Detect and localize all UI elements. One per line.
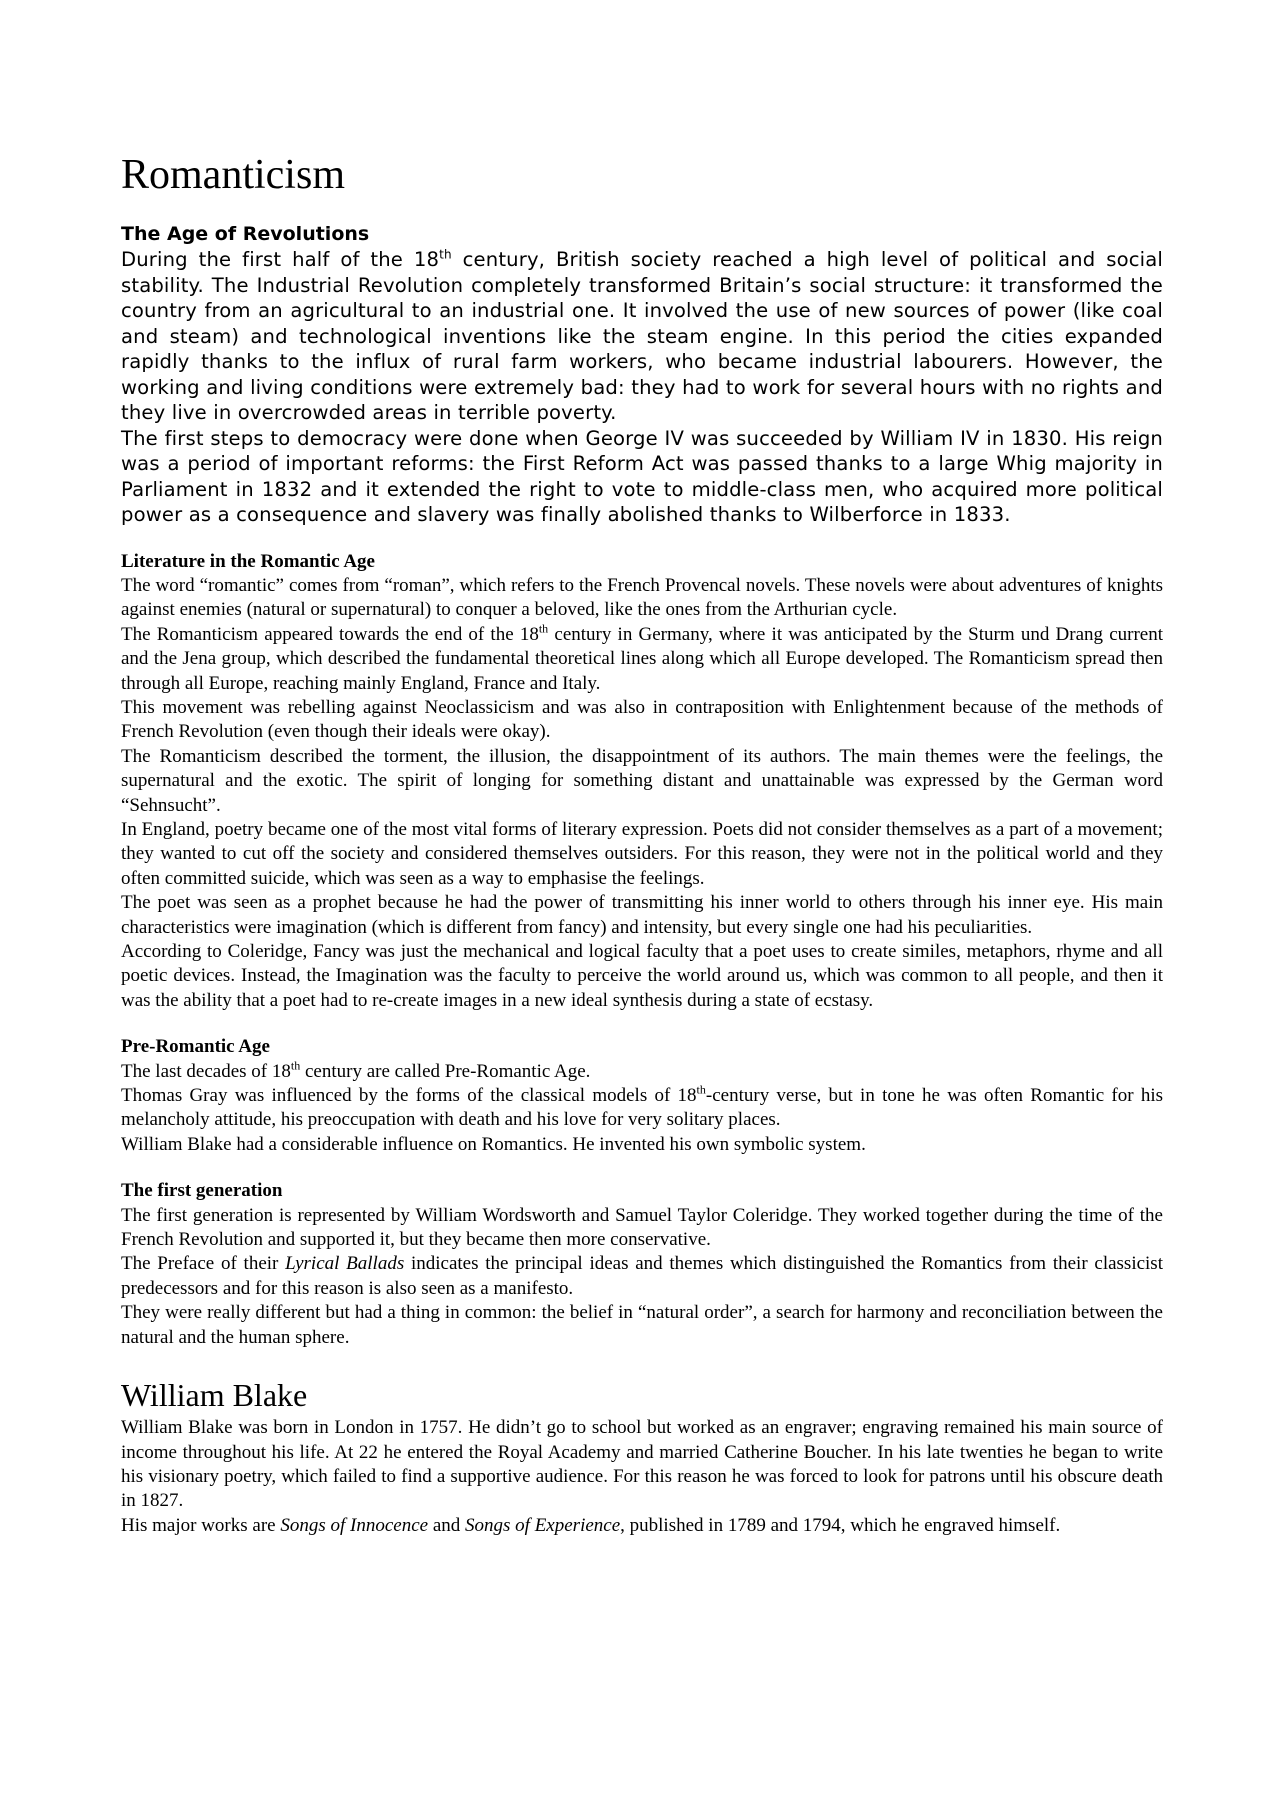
text-run: -century verse, but in tone he was often Romantic for his melancholy attitude, his preoccupation with death and his love for very solitary places. [121, 1085, 1163, 1131]
section-pre-romantic [121, 1035, 1163, 1157]
section-heading: Pre-Romantic Age [121, 1036, 270, 1058]
superscript: th [439, 247, 452, 262]
text-run: The Romanticism appeared towards the end of the 18 [121, 623, 539, 645]
document-page [121, 150, 1163, 1538]
paragraph: This movement was rebelling against Neoclassicism and was also in contraposition with Enlightenment because of the methods of French Revolution (even though their ideals were okay). [121, 696, 1163, 743]
section-heading: The first generation [121, 1180, 283, 1202]
text-run: , published in 1789 and 1794, which he engraved himself. [620, 1514, 1061, 1536]
paragraph [121, 1060, 1163, 1084]
text-run: The Preface of their [121, 1253, 286, 1275]
paragraph: William Blake was born in London in 1757. He didn’t go to school but worked as an engraver; engraving remained his main source of income throughout his life. At 22 he entered the Royal Academy and married Catherine Boucher. In his late twenties he began to write his visionary poetry, which failed to find a supportive audience. For this reason he was forced to look for patrons until his obscure death in 1827. [121, 1417, 1163, 1512]
paragraph: In England, poetry became one of the most vital forms of literary expression. Poets did not consider themselves as a part of a movement; they wanted to cut off the society and considered themselves outsiders. For this reason, they were not in the political world and they often committed suicide, which was seen as a way to emphasise the feelings. [121, 818, 1163, 889]
text-run: Thomas Gray was influenced by the forms of the classical models of 18 [121, 1085, 697, 1107]
section-first-generation [121, 1179, 1163, 1350]
paragraph [121, 1514, 1163, 1538]
paragraph: The Romanticism described the torment, the illusion, the disappointment of its authors. The main themes were the feelings, the supernatural and the exotic. The spirit of longing for something distant and unattainable was expressed by the German word “Sehnsucht”. [121, 745, 1163, 816]
text-run: century in Germany, where it was anticipated by the Sturm und Drang current and the Jena group, which described the fundamental theoretical lines along which all Europe developed. The Romanticism spread then through all Europe, reaching mainly England, France and Italy. [121, 623, 1164, 694]
paragraph: The first generation is represented by William Wordsworth and Samuel Taylor Coleridge. They worked together during the time of the French Revolution and supported it, but they became then more conservative. [121, 1204, 1163, 1251]
paragraph [121, 247, 1163, 426]
text-run: and [428, 1514, 466, 1536]
section-william-blake [121, 1376, 1163, 1538]
section-age-of-revolutions [121, 222, 1163, 528]
paragraph [121, 623, 1163, 696]
paragraph: The poet was seen as a prophet because he had the power of transmitting his inner world to others through his inner eye. His main characteristics were imagination (which is different from fancy) and intensity, but every single one had his peculiarities. [121, 892, 1163, 938]
paragraph: They were really different but had a thing in common: the belief in “natural order”, a search for harmony and reconciliation between the natural and the human sphere. [121, 1302, 1163, 1348]
paragraph: William Blake had a considerable influence on Romantics. He invented his own symbolic system. [121, 1133, 866, 1155]
text-run: His major works are [121, 1514, 281, 1536]
superscript: th [290, 1058, 301, 1073]
paragraph: The word “romantic” comes from “roman”, which refers to the French Provencal novels. These novels were about adventures of knights against enemies (natural or supernatural) to conquer a beloved, like the ones from the Arthurian cycle. [121, 574, 1163, 621]
paragraph: According to Coleridge, Fancy was just the mechanical and logical faculty that a poet uses to create similes, metaphors, rhyme and all poetic devices. Instead, the Imagination was the faculty to perceive the world around us, which was common to all people, and then it was the ability that a poet had to re-create images in a new ideal synthesis during a state of ecstasy. [121, 941, 1163, 1011]
superscript: th [696, 1082, 706, 1097]
superscript: th [538, 621, 549, 636]
section-heading: The Age of Revolutions [121, 223, 370, 245]
italic-title: Lyrical Ballads [285, 1253, 405, 1275]
section-title: William Blake [121, 1377, 308, 1414]
text-run: indicates the principal ideas and themes which distinguished the Romantics from their classicist predecessors and for this reason is also seen as a manifesto. [121, 1253, 1163, 1299]
text-run: century, British society reached a high level of political and social stability. The Industrial Revolution completely transformed Britain’s social structure: it transformed the country from an agricultural to an industrial one. It involved the use of new sources of power (like coal and steam) and technological inventions like the steam engine. In this period the cities expanded rapidly thanks to the influx of rural farm workers, who became industrial labourers. However, the working and living conditions were extremely bad: they had to work for several hours with no rights and they live in overcrowded areas in terrible poverty. [121, 248, 1163, 424]
page-title: Romanticism [121, 152, 345, 198]
italic-title: Songs of Experience [465, 1514, 621, 1536]
text-run: The last decades of 18 [121, 1060, 291, 1082]
paragraph: The first steps to democracy were done when George IV was succeeded by William IV in 1830. His reign was a period of important reforms: the First Reform Act was passed thanks to a large Whig majority in Parliament in 1832 and it extended the right to vote to middle-class men, who acquired more political power as a consequence and slavery was finally abolished thanks to Wilberforce in 1833. [121, 426, 1163, 526]
text-run: During the first half of the 18 [121, 248, 440, 271]
text-run: century are called Pre-Romantic Age. [300, 1060, 591, 1082]
paragraph [121, 1084, 1163, 1133]
paragraph [121, 1252, 1163, 1301]
italic-title: Songs of Innocence [280, 1514, 429, 1536]
section-heading: Literature in the Romantic Age [121, 550, 375, 572]
section-literature [121, 550, 1163, 1014]
